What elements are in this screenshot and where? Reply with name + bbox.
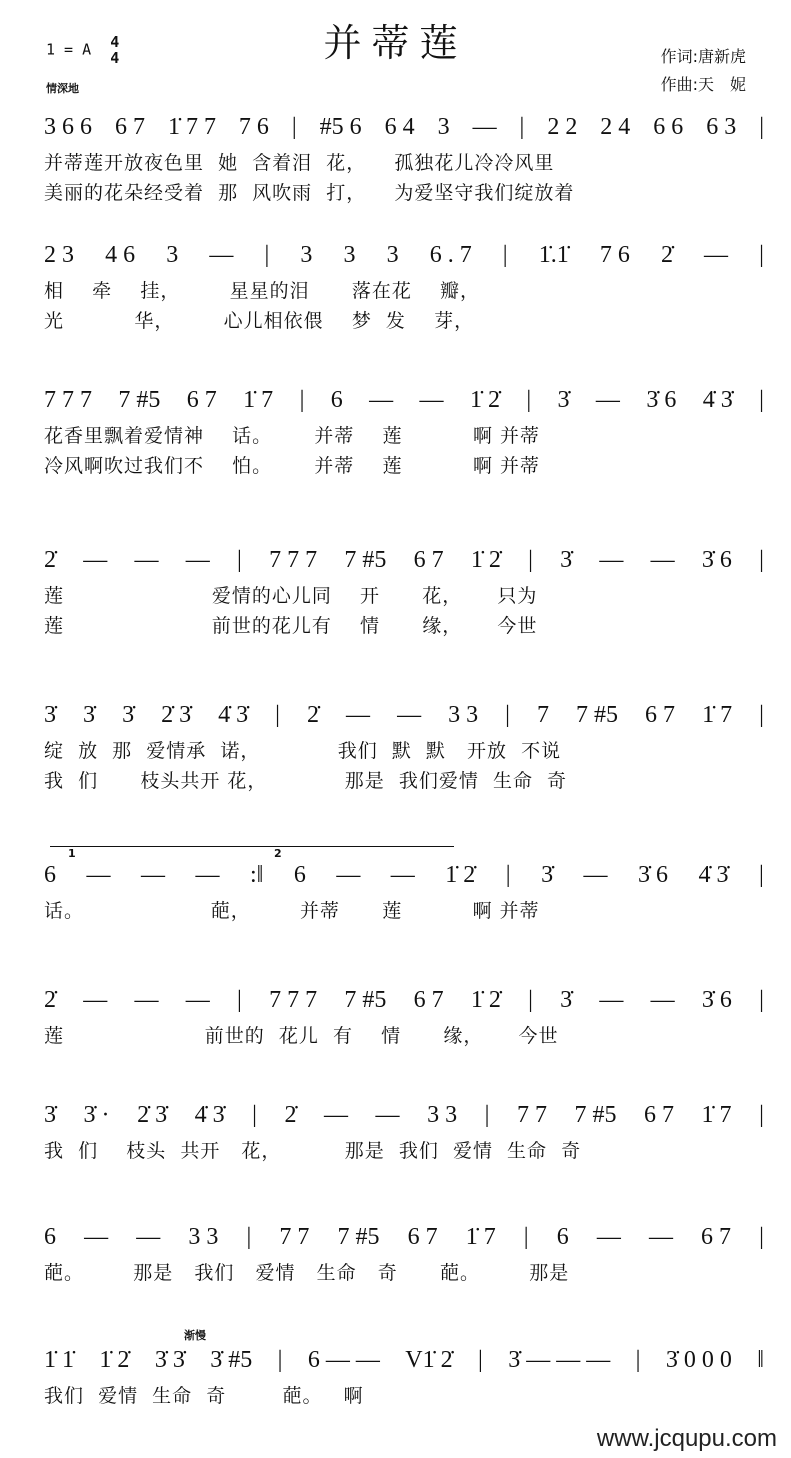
score-system: [44, 545, 764, 641]
note-group: 7 7: [279, 1223, 310, 1250]
bar-line: |: [502, 241, 508, 268]
note-group: —: [650, 986, 675, 1013]
note-group: 4̇ 3̇: [702, 386, 733, 413]
note-group: 6 — —: [307, 1346, 380, 1373]
score-system: [44, 112, 764, 208]
note-group: —: [134, 986, 159, 1013]
note-group: 7 6: [599, 241, 630, 268]
note-group: 3̇ 0 0 0: [665, 1346, 732, 1373]
bar-line: |: [299, 386, 305, 413]
note-group: 4̇ 3̇: [698, 861, 729, 888]
note-group: 2̇: [284, 1101, 297, 1128]
notes-line: [44, 860, 764, 890]
note-group: 3̇ 6: [646, 386, 677, 413]
bar-line: |: [505, 701, 510, 728]
note-group: 3 3: [427, 1101, 458, 1128]
note-group: 6 4: [384, 113, 415, 140]
notes-line: [44, 1100, 764, 1130]
note-group: 3 3: [448, 701, 479, 728]
note-group: 1̇ 7 7: [167, 113, 216, 140]
lyric-line-1: 相 牵 挂， 星星的泪 落在花 瓣，: [44, 280, 480, 302]
note-group: —: [599, 546, 624, 573]
note-group: 7 7 7: [269, 986, 318, 1013]
tempo-mark: 情深地: [46, 82, 79, 95]
note-group: 3̇ 6: [701, 986, 732, 1013]
bar-line: |: [635, 1346, 641, 1373]
bar-line: ‖: [757, 1346, 764, 1373]
lyric-line-1: 话。 葩， 并蒂 莲 啊 并蒂: [44, 900, 540, 922]
note-group: 7 #5: [576, 701, 618, 728]
note-group: 7 7: [516, 1101, 547, 1128]
key-label: 1 = A: [46, 40, 92, 59]
note-group: —: [599, 986, 624, 1013]
note-group: 6 7: [644, 1101, 674, 1128]
bar-line: |: [759, 986, 764, 1013]
note-group: 1̇ 2̇: [445, 861, 476, 888]
lyric-line-2: 光 华， 心儿相依偎 梦 发 芽，: [44, 310, 475, 332]
note-group: 1̇ 7: [465, 1223, 496, 1250]
note-group: —: [595, 386, 620, 413]
notes-line: [44, 985, 764, 1015]
lyric-line-1: 并蒂莲开放夜色里 她 含着泪 花， 孤独花儿冷冷风里: [44, 152, 555, 174]
note-group: 3̇ #5: [210, 1346, 253, 1373]
bar-line: |: [759, 1223, 764, 1250]
note-group: 7: [536, 701, 549, 728]
bar-line: |: [528, 986, 533, 1013]
bar-line: |: [759, 113, 764, 140]
note-group: 2̇: [307, 701, 319, 728]
note-group: 3̇: [122, 701, 135, 728]
note-group: 1̇ 2̇: [470, 986, 501, 1013]
note-group: 3̇ ·: [83, 1101, 110, 1128]
note-group: 1̇ 7: [701, 1101, 732, 1128]
lyric-line-2: 莲 前世的花儿有 情 缘， 今世: [44, 615, 538, 637]
watermark: www.jcqupu.com: [596, 1425, 777, 1452]
note-group: 6: [330, 386, 343, 413]
bar-line: |: [759, 861, 764, 888]
note-group: 6: [556, 1223, 569, 1250]
note-group: —: [185, 546, 210, 573]
note-group: V1̇ 2̇: [405, 1346, 453, 1373]
note-group: —: [419, 386, 444, 413]
note-group: —: [195, 861, 220, 888]
note-group: 3̇: [560, 986, 573, 1013]
note-group: 6 . 7: [429, 241, 472, 268]
note-group: —: [390, 861, 415, 888]
bar-line: |: [277, 1346, 283, 1373]
notes-line: [44, 112, 764, 142]
lyric-line-2: 我 们 枝头共开 花， 那是 我们爱情 生命 奇: [44, 770, 568, 792]
note-group: 6 7: [407, 1223, 438, 1250]
bar-line: |: [264, 241, 270, 268]
notes-line: [44, 1345, 764, 1375]
note-group: —: [369, 386, 394, 413]
lyric-line-2: 美丽的花朵经受着 那 风吹雨 打， 为爱坚守我们绽放着: [44, 182, 575, 204]
note-group: 6: [44, 1223, 56, 1250]
note-group: —: [324, 1101, 348, 1128]
bar-line: |: [759, 546, 764, 573]
note-group: —: [704, 241, 729, 268]
time-signature: [110, 34, 119, 66]
note-group: —: [84, 1223, 109, 1250]
note-group: 3̇ 6: [638, 861, 669, 888]
note-group: —: [650, 546, 675, 573]
bar-line: |: [237, 986, 242, 1013]
note-group: 7 #5: [344, 546, 387, 573]
note-group: —: [648, 1223, 673, 1250]
note-group: 3: [437, 113, 450, 140]
bar-line: |: [526, 386, 532, 413]
note-group: —: [83, 986, 108, 1013]
note-group: 6 7: [413, 986, 444, 1013]
note-group: —: [134, 546, 159, 573]
score-system: [44, 240, 764, 336]
note-group: #5 6: [319, 113, 362, 140]
note-group: —: [596, 1223, 621, 1250]
bar-line: |: [246, 1223, 252, 1250]
score-system: [44, 1329, 764, 1411]
note-group: 6 7: [186, 386, 217, 413]
bar-line: |: [759, 241, 764, 268]
note-group: 1̇ 7: [243, 386, 274, 413]
note-group: 6: [293, 861, 306, 888]
notes-line: [44, 700, 764, 730]
note-group: 3̇: [560, 546, 573, 573]
note-group: —: [397, 701, 422, 728]
lyric-line-1: 莲 前世的 花儿 有 情 缘， 今世: [44, 1025, 559, 1047]
note-group: 3̇ 3̇: [154, 1346, 185, 1373]
note-group: 3 6 6: [44, 113, 92, 140]
bar-line: |: [237, 546, 242, 573]
score-system: [44, 1222, 764, 1288]
note-group: 2 4: [600, 113, 631, 140]
song-title: 并蒂莲: [323, 21, 468, 65]
note-group: —: [375, 1101, 400, 1128]
note-group: 7 #5: [118, 386, 161, 413]
note-group: 7 #5: [574, 1101, 617, 1128]
note-group: —: [185, 986, 210, 1013]
note-group: 7 7 7: [44, 386, 92, 413]
lyric-line-1: 我们 爱情 生命 奇 葩。 啊: [44, 1385, 364, 1407]
note-group: 1̇.1̇: [538, 241, 569, 268]
note-group: 3̇: [44, 1101, 56, 1128]
note-group: 1̇ 2̇: [470, 546, 501, 573]
bar-line: |: [528, 546, 533, 573]
note-group: 3: [166, 241, 179, 268]
note-group: —: [472, 113, 497, 140]
note-group: 1̇ 1̇: [44, 1346, 74, 1373]
volta-bracket-1: 1: [50, 846, 258, 860]
note-group: 1̇ 2̇: [99, 1346, 130, 1373]
bar-line: |: [291, 113, 297, 140]
note-group: 7 6: [238, 113, 269, 140]
lyric-line-1: 绽 放 那 爱情承 诺， 我们 默 默 开放 不说: [44, 740, 562, 762]
note-group: 2̇: [660, 241, 673, 268]
note-group: 1̇ 7: [702, 701, 733, 728]
note-group: —: [346, 701, 371, 728]
note-group: 3̇: [557, 386, 570, 413]
note-group: 6 7: [413, 546, 444, 573]
volta-bracket-2: 2: [256, 846, 454, 860]
note-group: 2̇: [44, 986, 56, 1013]
note-group: —: [209, 241, 234, 268]
note-group: 3̇: [44, 701, 56, 728]
notes-line: [44, 385, 764, 415]
note-group: 3̇: [83, 701, 96, 728]
note-group: —: [83, 546, 108, 573]
note-group: —: [136, 1223, 161, 1250]
notes-line: [44, 545, 764, 575]
lyricist: 作词:唐新虎: [660, 47, 746, 66]
notes-line: [44, 1222, 764, 1252]
bar-line: |: [759, 701, 764, 728]
lyric-line-1: 花香里飘着爱情神 话。 并蒂 莲 啊 并蒂: [44, 425, 540, 447]
note-group: 4̇ 3̇: [194, 1101, 225, 1128]
tempo-change-mark: 渐慢: [184, 1329, 206, 1342]
note-group: 2̇: [44, 546, 56, 573]
note-group: —: [140, 861, 165, 888]
score-system: [44, 1100, 764, 1166]
note-group: 2 3: [44, 241, 74, 268]
note-group: 1̇ 2̇: [469, 386, 500, 413]
note-group: 3: [300, 241, 313, 268]
note-group: 7 #5: [344, 986, 387, 1013]
note-group: 2̇ 3̇: [137, 1101, 168, 1128]
bar-line: |: [478, 1346, 483, 1373]
note-group: 6 6: [653, 113, 684, 140]
bar-line: |: [759, 1101, 764, 1128]
note-group: 7 7 7: [269, 546, 318, 573]
note-group: 6 7: [701, 1223, 732, 1250]
lyric-line-2: 冷风啊吹过我们不 怕。 并蒂 莲 啊 并蒂: [44, 455, 540, 477]
lyric-line-1: 莲 爱情的心儿同 开 花， 只为: [44, 585, 538, 607]
score-system: [44, 700, 764, 796]
bar-line: |: [484, 1101, 490, 1128]
bar-line: |: [275, 701, 280, 728]
key-signature: [46, 34, 119, 66]
note-group: 4 6: [105, 241, 136, 268]
note-group: 2̇ 3̇: [161, 701, 192, 728]
bar-line: |: [759, 386, 764, 413]
note-group: 3 3: [188, 1223, 219, 1250]
note-group: 3: [386, 241, 399, 268]
time-sig-bottom: 4: [110, 49, 120, 67]
composer: 作曲:天 妮: [660, 75, 746, 94]
note-group: 3̇ — — —: [508, 1346, 611, 1373]
note-group: 3: [343, 241, 356, 268]
note-group: —: [86, 861, 111, 888]
bar-line: |: [523, 1223, 529, 1250]
lyric-line-1: 葩。 那是 我们 爱情 生命 奇 葩。 那是: [44, 1262, 570, 1284]
time-sig-top: 4: [110, 33, 120, 51]
note-group: 3̇: [541, 861, 554, 888]
note-group: 7 #5: [337, 1223, 380, 1250]
score-system: [44, 385, 764, 481]
note-group: 6 7: [645, 701, 676, 728]
note-group: —: [336, 861, 361, 888]
bar-line: |: [252, 1101, 257, 1128]
note-group: 4̇ 3̇: [218, 701, 249, 728]
note-group: 6: [44, 861, 56, 888]
lyric-line-1: 我 们 枝头 共开 花， 那是 我们 爱情 生命 奇: [44, 1140, 582, 1162]
bar-line: |: [505, 861, 511, 888]
note-group: 3̇ 6: [701, 546, 732, 573]
score-system: [44, 847, 764, 926]
note-group: —: [583, 861, 608, 888]
bar-line: :‖: [249, 861, 264, 888]
note-group: 6 7: [114, 113, 145, 140]
note-group: 6 3: [706, 113, 737, 140]
note-group: 2 2: [547, 113, 578, 140]
score-system: [44, 985, 764, 1051]
bar-line: |: [519, 113, 525, 140]
notes-line: [44, 240, 764, 270]
